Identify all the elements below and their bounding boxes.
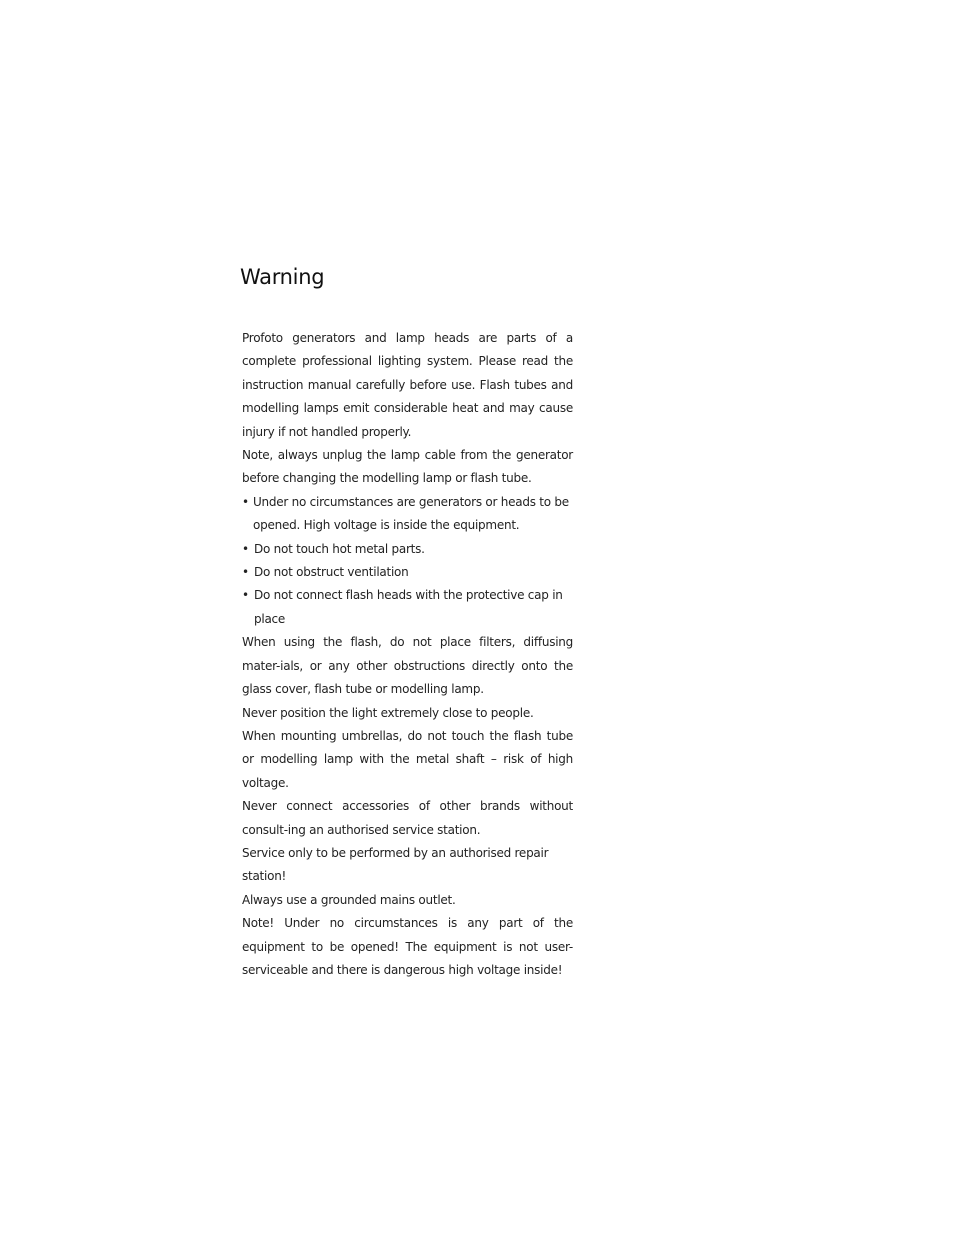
accessories-paragraph: Never connect accessories of other brands without consult-ing an authorised service station. <box>242 799 573 837</box>
bullet-symbol: • <box>242 588 249 603</box>
note-open-paragraph: Note! Under no circumstances is any part of the equipment to be opened! The equipment is not user-serviceable and there is dangerous high voltage inside! <box>242 916 573 977</box>
bullet-symbol: • <box>242 494 249 509</box>
filters-paragraph: When using the flash, do not place filters, diffusing mater-ials, or any other obstructions directly onto the glass cover, flash tube or modelling lamp. <box>242 635 573 697</box>
bullet-item <box>242 491 573 538</box>
bullet-text: Under no circumstances are generators or heads to be opened. High voltage is inside the equipment. <box>253 494 569 533</box>
bullet-item <box>242 538 573 561</box>
never-position-paragraph: Never position the light extremely close to people. <box>242 705 534 720</box>
umbrellas-paragraph: When mounting umbrellas, do not touch the flash tube or modelling lamp with the metal shaft – risk of high voltage. <box>242 728 573 790</box>
bullet-item <box>242 584 573 631</box>
bullet-symbol: • <box>242 565 249 580</box>
bullet-text: Do not touch hot metal parts. <box>254 541 425 556</box>
grounded-paragraph: Always use a grounded mains outlet. <box>242 892 456 907</box>
page-title: Warning <box>240 265 325 289</box>
bullet-item <box>242 561 573 584</box>
bullet-symbol: • <box>242 541 249 556</box>
intro-paragraph: Profoto generators and lamp heads are parts of a complete professional lighting system. Please read the instruction manual carefully before use. Flash tubes and modelling lamps emit considerable heat and may cause injury if not handled properly. <box>242 331 573 439</box>
warning-body <box>242 327 573 982</box>
bullet-text: Do not connect flash heads with the protective cap in place <box>254 588 563 626</box>
note-unplug-paragraph: Note, always unplug the lamp cable from the generator before changing the modelling lamp or flash tube. <box>242 448 573 486</box>
bullet-text: Do not obstruct ventilation <box>254 565 409 580</box>
service-paragraph: Service only to be performed by an authorised repair station! <box>242 845 549 884</box>
